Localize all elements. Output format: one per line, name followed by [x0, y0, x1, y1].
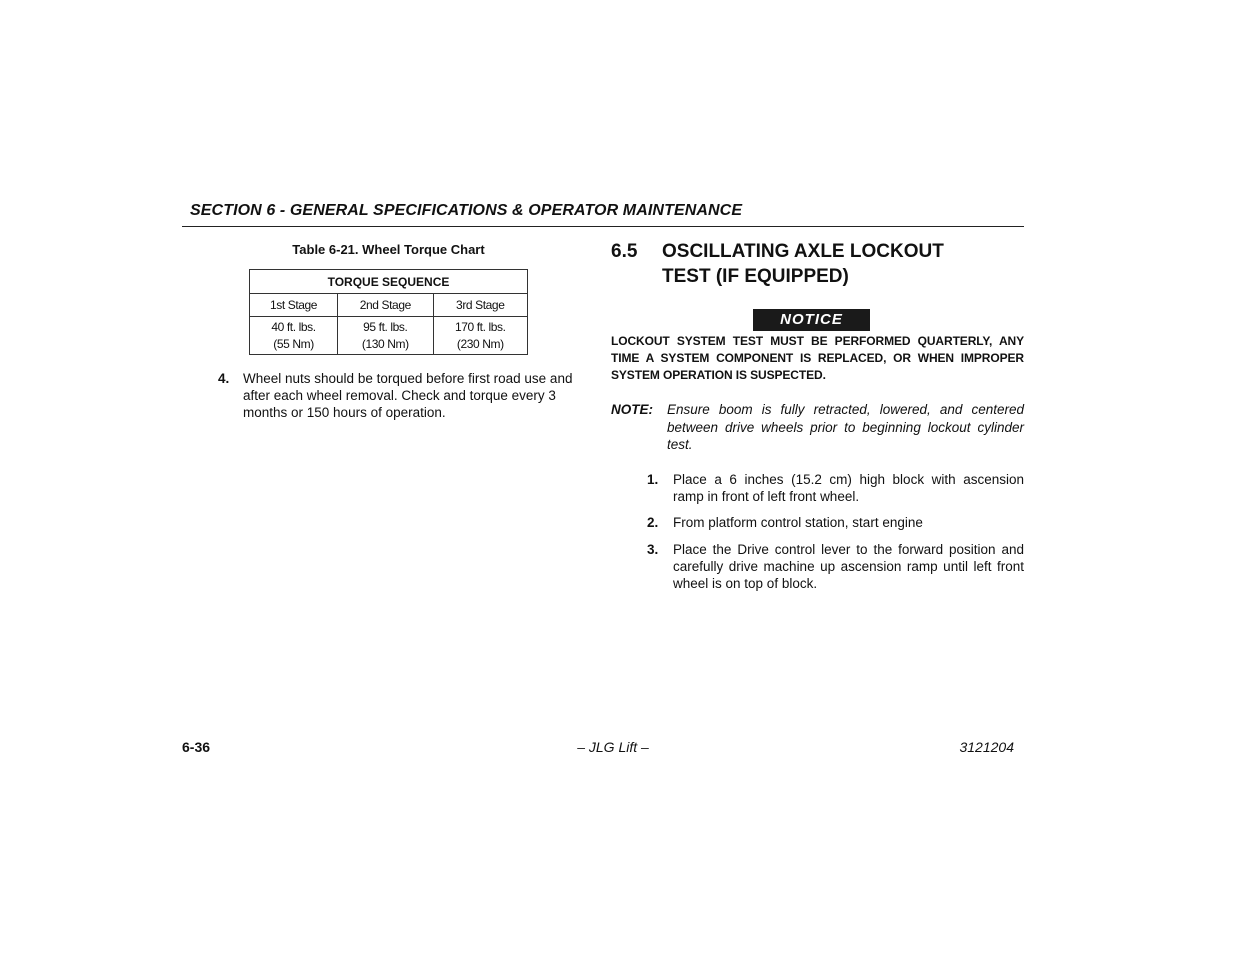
table-caption: Table 6-21. Wheel Torque Chart	[292, 242, 485, 257]
doc-number: 3121204	[959, 739, 1014, 755]
stage-2-value	[338, 317, 433, 355]
header-rule	[182, 226, 1024, 227]
step-4	[218, 370, 592, 421]
stage-3-value	[433, 317, 527, 355]
note-label: NOTE:	[611, 402, 653, 417]
step-1	[647, 471, 1024, 505]
step-4-number: 4.	[218, 371, 230, 386]
stage-3-nm: (230 Nm)	[456, 336, 504, 351]
stage-2-nm: (130 Nm)	[361, 336, 409, 351]
section-header: SECTION 6 - GENERAL SPECIFICATIONS & OPERATOR MAINTENANCE	[190, 202, 743, 219]
step-4-text: Wheel nuts should be torqued before first road use and after each wheel removal. Check and torque every 3 months or 150 hours of operation.	[243, 371, 573, 420]
section-6-5-heading	[611, 239, 1031, 289]
stage-1-header: 1st Stage	[250, 294, 338, 317]
stage-1-ftlbs: 40 ft. lbs.	[271, 319, 316, 334]
notice-badge: NOTICE	[753, 309, 870, 331]
step-3	[647, 541, 1024, 592]
page-number: 6-36	[182, 739, 211, 755]
step-2	[647, 514, 1024, 531]
section-number: 6.5	[611, 241, 638, 262]
step-2-number: 2.	[647, 515, 659, 530]
footer-center: – JLG Lift –	[577, 739, 649, 755]
section-title: OSCILLATING AXLE LOCKOUT TEST (IF EQUIPPED)	[662, 241, 944, 287]
note-text: Ensure boom is fully retracted, lowered, and centered between drive wheels prior to beginning lockout cylinder test.	[667, 402, 1024, 452]
stage-1-nm: (55 Nm)	[273, 336, 314, 351]
step-3-number: 3.	[647, 542, 659, 557]
wheel-torque-table	[249, 269, 528, 355]
torque-sequence-header: TORQUE SEQUENCE	[250, 270, 528, 294]
note	[611, 401, 1024, 454]
step-1-text: Place a 6 inches (15.2 cm) high block with ascension ramp in front of left front wheel.	[673, 472, 1024, 504]
stage-2-ftlbs: 95 ft. lbs.	[363, 319, 408, 334]
stage-3-ftlbs: 170 ft. lbs.	[454, 319, 506, 334]
stage-1-value	[250, 317, 338, 355]
step-2-text: From platform control station, start engine	[673, 515, 923, 530]
step-1-number: 1.	[647, 472, 659, 487]
stage-3-header: 3rd Stage	[433, 294, 527, 317]
notice-text: LOCKOUT SYSTEM TEST MUST BE PERFORMED QUARTERLY, ANY TIME A SYSTEM COMPONENT IS REPLACED, OR WHEN IMPROPER SYSTEM OPERATION IS SUSPECTED.	[611, 334, 1024, 382]
step-3-text: Place the Drive control lever to the forward position and carefully drive machine up ascension ramp until left front wheel is on top of block.	[673, 542, 1024, 591]
stage-2-header: 2nd Stage	[338, 294, 433, 317]
